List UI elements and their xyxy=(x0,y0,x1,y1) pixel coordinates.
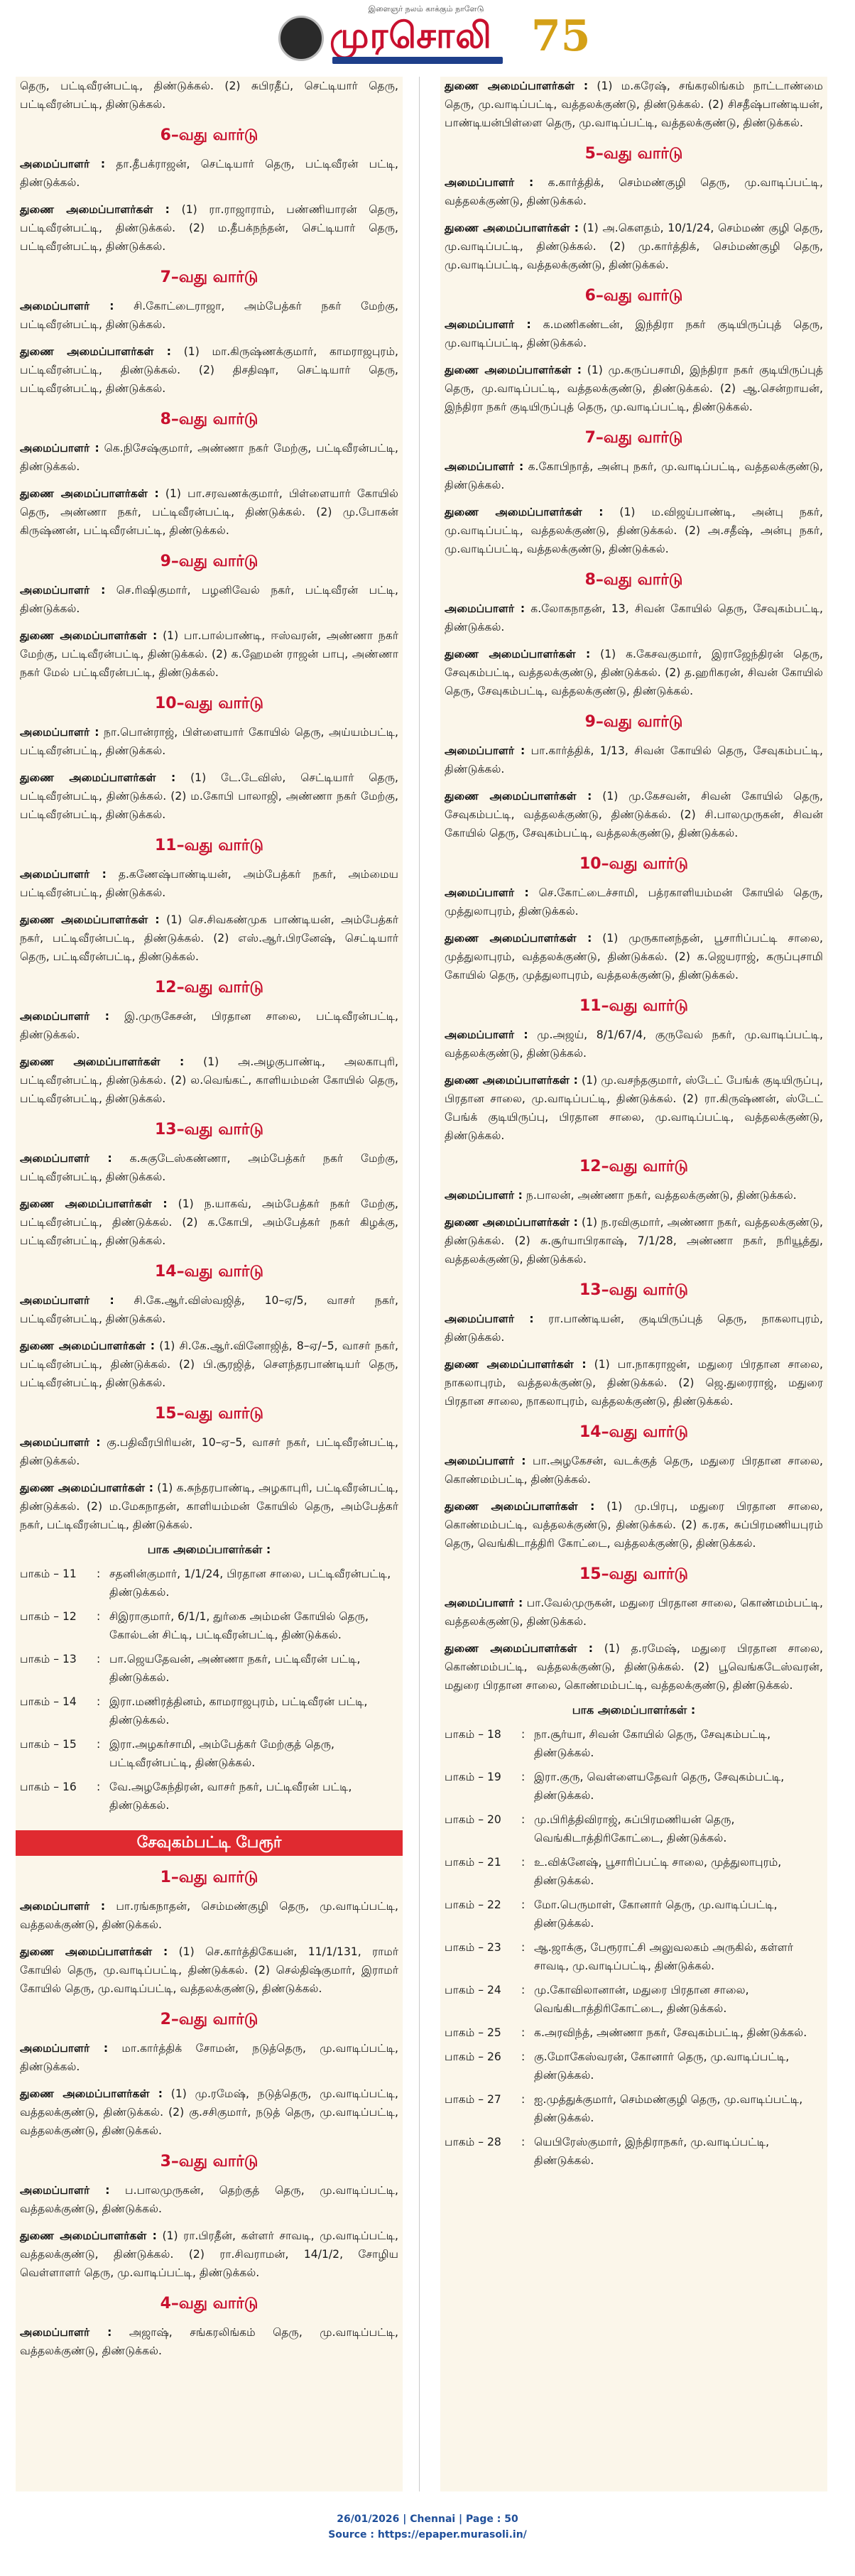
booth-text: சதனின்குமார், 1/1/24, பிரதான சாலை, பட்டிவீரன்பட்டி, திண்டுக்கல். xyxy=(109,1567,391,1599)
deputies-text: (1) செ.கார்த்திகேயன், 11/1/131, ராமர் கோயில் தெரு, மு.வாடிப்பட்டி, திண்டுக்கல். (2) செல்திஷ்குமார், இராமர் கோயில் தெரு, மு.வாடிப்பட்டி, வத்தலக்குண்டு, திண்டுக்கல். xyxy=(20,1945,398,1995)
organizer-entry xyxy=(445,1452,823,1489)
organizer-text: செ.ரிஷிகுமார், பழனிவேல் நகர், பட்டிவீரன் பட்டி, திண்டுக்கல். xyxy=(20,584,398,615)
deputies-text: (1) த.ரமேஷ், மதுரை பிரதான சாலை, கொண்மம்பட்டி, வத்தலக்குண்டு, திண்டுக்கல். (2) பூவெங்கடேஸ்வரன், மதுரை பிரதான சாலை, கொண்மம்பட்டி, வத்தலக்குண்டு, திண்டுக்கல். xyxy=(445,1642,824,1692)
deputies-label: துணை அமைப்பாளர்கள் : xyxy=(20,1482,154,1494)
deputies-label: துணை அமைப்பாளர்கள் : xyxy=(20,1339,156,1352)
booth-text: மு.கோவிலானான், மதுரை பிரதான சாலை, வெங்கிடாத்திரிகோட்டை, திண்டுக்கல். xyxy=(534,1984,749,2015)
booth-text: சிஇராகுமார், 6/1/1, துர்கை அம்மன் கோயில் தெரு, கோல்டன் சிட்டி, பட்டிவீரன்பட்டி, திண்டுக்கல். xyxy=(109,1610,369,1641)
booth-separator: : xyxy=(521,1984,525,1996)
deputies-text: (1) பா.சரவணக்குமார், பிள்ளையார் கோயில் தெரு, அண்ணா நகர், பட்டிவீரன்பட்டி, திண்டுக்கல். (2) மு.போகன் கிருஷ்ணன், பட்டிவீரன்பட்டி, திண்டுக்கல். xyxy=(20,487,398,537)
organizer-label: அமைப்பாளர் : xyxy=(445,1189,523,1202)
deputies-label: துணை அமைப்பாளர்கள் : xyxy=(20,2229,157,2242)
booth-separator: : xyxy=(521,1898,525,1911)
organizer-text: ப.பாலமுருகன், தெற்குத் தெரு, மு.வாடிப்பட்டி, வத்தலக்குண்டு, திண்டுக்கல். xyxy=(20,2184,398,2215)
continued-text: தெரு, பட்டிவீரன்பட்டி, திண்டுக்கல். (2) சுபிரதீப், செட்டியார் தெரு, பட்டிவீரன்பட்டி, திண்டுக்கல். xyxy=(20,80,398,111)
organizer-text: ரா.பாண்டியன், குடியிருப்புத் தெரு, நாகலாபுரம், திண்டுக்கல். xyxy=(445,1313,823,1344)
booth-number: பாகம் – 15 xyxy=(20,1738,77,1751)
deputies-label: துணை அமைப்பாளர்கள் : xyxy=(445,80,589,92)
deputies-text: (1) க.கேசவகுமார், இராஜேந்திரன் தெரு, சேவுகம்பட்டி, வத்தலக்குண்டு, திண்டுக்கல். (2) த.ஹரிகரன், சிவன் கோயில் தெரு, சேவுகம்பட்டி, வத்தலக்குண்டு, திண்டுக்கல். xyxy=(445,648,823,697)
booth-separator: : xyxy=(97,1653,101,1665)
booth-separator: : xyxy=(97,1610,101,1623)
logo-underline xyxy=(332,57,503,64)
organizer-text: க.கார்த்திக், செம்மண்குழி தெரு, மு.வாடிப்பட்டி, வத்தலக்குண்டு, திண்டுக்கல். xyxy=(445,176,823,207)
organizer-text: மு.அஜய், 8/1/67/4, குருவேல் நகர், மு.வாடிப்பட்டி, வத்தலக்குண்டு, திண்டுக்கல். xyxy=(445,1028,823,1060)
deputies-entry xyxy=(445,1355,823,1411)
booth-number: பாகம் – 27 xyxy=(445,2093,501,2106)
deputies-text: (1) பா.பால்பாண்டி, ஈஸ்வரன், அண்ணா நகர் மேற்கு, பட்டிவீரன்பட்டி, திண்டுக்கல். (2) க.ஹேமன் ராஜன் பாபு, அண்ணா நகர் மேல் பட்டிவீரன்பட்டி, திண்டுக்கல். xyxy=(20,629,399,679)
organizer-entry xyxy=(445,1186,823,1205)
deputies-label: துணை அமைப்பாளர்கள் : xyxy=(445,364,582,376)
ward-title: 7–வது வார்டு xyxy=(160,268,258,286)
deputies-entry xyxy=(445,645,823,700)
organizer-entry xyxy=(445,173,823,210)
deputies-label: துணை அமைப்பாளர்கள் : xyxy=(445,1642,594,1655)
deputies-label: துணை அமைப்பாளர்கள் : xyxy=(20,913,160,926)
organizer-label: அமைப்பாளர் : xyxy=(20,158,106,170)
ward-title: 15–வது வார்டு xyxy=(579,1565,689,1583)
ward-title: 9–வது வார்டு xyxy=(160,553,258,570)
deputies-entry xyxy=(445,787,823,842)
ward-title: 11–வது வார்டு xyxy=(579,997,689,1015)
booth-text: இரா.குரு, வெள்ளையதேவர் தெரு, சேவுகம்பட்டி, திண்டுக்கல். xyxy=(534,1771,785,1802)
booth-text: க.அரவிந்த், அண்ணா நகர், சேவுகம்பட்டி, திண்டுக்கல். xyxy=(534,2026,807,2039)
organizer-label: அமைப்பாளர் : xyxy=(20,2184,110,2197)
booth-number: பாகம் – 28 xyxy=(445,2136,501,2148)
booth-text: நா.சூர்யா, சிவன் கோயில் தெரு, சேவுகம்பட்டி, திண்டுக்கல். xyxy=(534,1728,771,1759)
deputies-entry xyxy=(20,1337,398,1392)
booth-row xyxy=(445,2133,823,2175)
organizer-label: அமைப்பாளர் : xyxy=(20,300,114,313)
masthead xyxy=(0,0,855,71)
deputies-text: (1) ம.விஜய்பாண்டி, அன்பு நகர், மு.வாடிப்பட்டி, வத்தலக்குண்டு, திண்டுக்கல். (2) அ.சதீஷ், அன்பு நகர், மு.வாடிப்பட்டி, வத்தலக்குண்டு, திண்டுக்கல். xyxy=(445,506,823,555)
deputies-label: துணை அமைப்பாளர்கள் : xyxy=(20,2087,163,2100)
organizer-label: அமைப்பாளர் : xyxy=(445,886,529,899)
booth-number: பாகம் – 18 xyxy=(445,1728,501,1741)
organizer-entry xyxy=(445,599,823,636)
organizer-label: அமைப்பாளர் : xyxy=(445,1455,526,1467)
organizer-entry xyxy=(20,865,398,902)
booth-row xyxy=(20,1735,398,1778)
organizer-label: அமைப்பாளர் : xyxy=(20,726,99,739)
organizer-text: க.லோகநாதன், 13, சிவன் கோயில் தெரு, சேவுகம்பட்டி, திண்டுக்கல். xyxy=(445,602,823,634)
ward-title: 4–வது வார்டு xyxy=(160,2295,258,2313)
booth-text: இரா.அழகர்சாமி, அம்பேத்கர் மேற்குத் தெரு, பட்டிவீரன்பட்டி, திண்டுக்கல். xyxy=(109,1738,334,1769)
booth-number: பாகம் – 11 xyxy=(20,1567,77,1580)
deputies-text: (1) அ.கௌதம், 10/1/24, செம்மண் குழி தெரு, மு.வாடிப்பட்டி, திண்டுக்கல். (2) மு.கார்த்திக், செம்மண்குழி தெரு, மு.வாடிப்பட்டி, வத்தலக்குண்டு, திண்டுக்கல். xyxy=(445,222,823,271)
booth-number: பாகம் – 26 xyxy=(445,2050,501,2063)
booth-number: பாகம் – 25 xyxy=(445,2026,501,2039)
ward-title: 9–வது வார்டு xyxy=(584,713,683,731)
organizer-entry xyxy=(20,1433,398,1470)
booth-number: பாகம் – 24 xyxy=(445,1984,501,1996)
right-booth-table xyxy=(445,1725,823,2175)
organizer-label: அமைப்பாளர் : xyxy=(445,744,525,757)
deputies-entry xyxy=(20,1053,398,1108)
ward-title: 14–வது வார்டு xyxy=(579,1423,689,1441)
booth-row xyxy=(20,1607,398,1650)
organizer-label: அமைப்பாளர் : xyxy=(20,1294,114,1307)
booth-row xyxy=(445,2048,823,2090)
organizer-label: அமைப்பாளர் : xyxy=(445,1597,523,1609)
continued-deputies xyxy=(445,77,823,132)
organizer-text: தா.தீபக்ராஜன், செட்டியார் தெரு, பட்டிவீரன் பட்டி, திண்டுக்கல். xyxy=(20,158,398,189)
deputies-entry xyxy=(445,219,823,274)
booth-row xyxy=(445,1810,823,1853)
booth-row xyxy=(445,1981,823,2023)
ward-title: 6–வது வார்டு xyxy=(160,126,258,144)
organizer-text: பா.அழகேசன், வடக்குத் தெரு, மதுரை பிரதான சாலை, கொண்மம்பட்டி, திண்டுக்கல். xyxy=(445,1455,823,1486)
booth-text: யெபிரேஸ்குமார், இந்திராநகர், மு.வாடிப்பட்டி, திண்டுக்கல். xyxy=(534,2136,770,2167)
organizer-entry xyxy=(20,439,398,476)
booth-separator: : xyxy=(521,1941,525,1954)
organizer-label: அமைப்பாளர் : xyxy=(20,868,107,881)
deputies-text: (1) சி.கே.ஆர்.வினோஜித், 8–ஏ/–5, வாசர் நகர், பட்டிவீரன்பட்டி, திண்டுக்கல். (2) பி.சூரஜித், சௌந்தரபாண்டியர் தெரு, பட்டிவீரன்பட்டி, திண்டுக்கல். xyxy=(20,1339,399,1389)
deputies-entry xyxy=(20,2085,398,2140)
booth-separator: : xyxy=(521,1728,525,1741)
deputies-entry xyxy=(20,342,398,398)
organizer-entry xyxy=(20,1007,398,1044)
booth-text: இரா.மணிரத்தினம், காமராஜபுரம், பட்டிவீரன் பட்டி, திண்டுக்கல். xyxy=(109,1695,368,1727)
booth-row xyxy=(20,1565,398,1607)
ward-title: 8–வது வார்டு xyxy=(160,411,258,428)
organizer-label: அமைப்பாளர் : xyxy=(20,584,106,597)
booth-separator: : xyxy=(97,1738,101,1751)
logo-area xyxy=(264,11,598,68)
booth-number: பாகம் – 19 xyxy=(445,1771,501,1783)
organizer-text: க.கோபிநாத், அன்பு நகர், மு.வாடிப்பட்டி, வத்தலக்குண்டு, திண்டுக்கல். xyxy=(445,460,823,491)
organizer-text: செ.கோட்டைச்சாமி, பத்ரகாளியம்மன் கோயில் தெரு, முத்துலாபுரம், திண்டுக்கல். xyxy=(445,886,823,918)
booth-number: பாகம் – 22 xyxy=(445,1898,501,1911)
booth-row xyxy=(445,1768,823,1810)
deputies-entry xyxy=(20,1195,398,1250)
ward-title: 12–வது வார்டு xyxy=(579,1158,689,1175)
organizer-text: பா.ரங்கநாதன், செம்மண்குழி தெரு, மு.வாடிப்பட்டி, வத்தலக்குண்டு, திண்டுக்கல். xyxy=(20,1900,398,1931)
organizer-text: பா.வேல்முருகன், மதுரை பிரதான சாலை, கொண்மம்பட்டி, வத்தலக்குண்டு, திண்டுக்கல். xyxy=(445,1597,823,1628)
deputies-text: (1) மு.கேசவன், சிவன் கோயில் தெரு, சேவுகம்பட்டி, வத்தலக்குண்டு, திண்டுக்கல். (2) சி.பாலமுருகன், சிவன் கோயில் தெரு, சேவுகம்பட்டி, வத்தலக்குண்டு, திண்டுக்கல். xyxy=(445,790,823,839)
deputies-text: (1) மு.கருப்பசாமி, இந்திரா நகர் குடியிருப்புத் தெரு, மு.வாடிப்பட்டி, வத்தலக்குண்டு, திண்டுக்கல். (2) ஆ.சென்றாயன், இந்திரா நகர் குடியிருப்புத் தெரு, மு.வாடிப்பட்டி, திண்டுக்கல். xyxy=(445,364,824,413)
ward-title: 7–வது வார்டு xyxy=(584,429,683,447)
deputies-entry xyxy=(20,1942,398,1998)
organizer-entry xyxy=(20,1149,398,1186)
deputies-text: (1) செ.சிவகண்முக பாண்டியன், அம்பேத்கர் நகர், பட்டிவீரன்பட்டி, திண்டுக்கல். (2) எஸ்.ஆர்.பிரனேஷ், செட்டியார் தெரு, பட்டிவீரன்பட்டி, திண்டுக்கல். xyxy=(20,913,398,963)
deputies-label: துணை அமைப்பாளர்கள் : xyxy=(445,1358,587,1371)
deputies-entry xyxy=(445,1639,823,1695)
ward-title: 15–வது வார்டு xyxy=(154,1405,264,1423)
deputies-text: (1) ரா.ராஜாராம், பண்ணியாரன் தெரு, பட்டிவீரன்பட்டி, திண்டுக்கல். (2) ம.தீபக்நந்தன், செட்டியார் தெரு, பட்டிவீரன்பட்டி, திண்டுக்கல். xyxy=(20,203,398,253)
party-emblem-icon xyxy=(278,16,324,61)
booth-row xyxy=(445,2023,823,2048)
organizer-label: அமைப்பாளர் : xyxy=(445,460,524,473)
booth-row xyxy=(20,1692,398,1735)
deputies-entry xyxy=(445,929,823,984)
organizer-text: க.சுகுடேஸ்கண்ணா, அம்பேத்கர் நகர் மேற்கு, பட்டிவீரன்பட்டி, திண்டுக்கல். xyxy=(20,1152,398,1183)
booth-text: ஆ.ஜாக்கு, பேரூராட்சி அலுவலகம் அருகில், கள்ளர் சாவடி, மு.வாடிப்பட்டி, திண்டுக்கல். xyxy=(534,1941,793,1972)
organizer-text: கெ.நிசேஷ்குமார், அண்ணா நகர் மேற்கு, பட்டிவீரன்பட்டி, திண்டுக்கல். xyxy=(20,442,399,473)
organizer-entry xyxy=(445,1310,823,1347)
booth-text: பா.ஜெயதேவன், அண்ணா நகர், பட்டிவீரன் பட்டி, திண்டுக்கல். xyxy=(109,1653,361,1684)
ward-title: 11–வது வார்டு xyxy=(154,837,264,854)
booth-text: மோ.பெருமாள், கோனார் தெரு, மு.வாடிப்பட்டி, திண்டுக்கல். xyxy=(534,1898,778,1930)
deputies-text: (1) மு.வசந்தகுமார், ஸ்டேட் பேங்க் குடியிருப்பு, பிரதான சாலை, மு.வாடிப்பட்டி, திண்டுக்கல். (2) ரா.கிருஷ்ணன், ஸ்டேட் பேங்க் குடியிருப்பு, பிரதான சாலை, மு.வாடிப்பட்டி, வத்தலக்குண்டு, திண்டுக்கல். xyxy=(445,1074,823,1142)
booth-row xyxy=(445,1938,823,1981)
left-ward-list xyxy=(16,125,403,1534)
deputies-label: துணை அமைப்பாளர்கள் : xyxy=(20,771,176,784)
footer-source-line: Source : https://epaper.murasoli.in/ xyxy=(328,2529,527,2540)
ward-title: 13–வது வார்டு xyxy=(579,1281,689,1299)
organizer-entry xyxy=(20,723,398,760)
organizer-label: அமைப்பாளர் : xyxy=(445,602,525,615)
ward-title: 2–வது வார்டு xyxy=(160,2011,258,2028)
organizer-label: அமைப்பாளர் : xyxy=(20,2042,109,2055)
booth-separator: : xyxy=(521,1771,525,1783)
organizer-text: நா.பொன்ராஜ், பிள்ளையார் கோயில் தெரு, அய்யம்பட்டி, பட்டிவீரன்பட்டி, திண்டுக்கல். xyxy=(20,726,398,757)
organizer-label: அமைப்பாளர் : xyxy=(20,1010,109,1023)
organizer-label: அமைப்பாளர் : xyxy=(20,1436,101,1449)
organizer-entry xyxy=(20,155,398,192)
deputies-label: துணை அமைப்பாளர்கள் : xyxy=(20,345,171,358)
deputies-label: துணை அமைப்பாளர்கள் : xyxy=(20,1197,168,1210)
anniversary-badge: 75 xyxy=(531,11,591,61)
organizer-text: மா.கார்த்திக் சோமன், நடுத்தெரு, மு.வாடிப்பட்டி, திண்டுக்கல். xyxy=(20,2042,398,2073)
deputies-entry xyxy=(20,1479,398,1534)
booth-number: பாகம் – 16 xyxy=(20,1781,77,1793)
deputies-entry xyxy=(445,503,823,558)
booth-text: கு.மோகேஸ்வரன், கோனார் தெரு, மு.வாடிப்பட்டி, திண்டுக்கல். xyxy=(534,2050,790,2082)
deputies-text: (1) ம.கரேஷ், சங்கரலிங்கம் நாட்டாண்மை தெரு, மு.வாடிப்பட்டி, வத்தலக்குண்டு, திண்டுக்கல். (2) சிசதீஷ்பாண்டியன், பாண்டியன்பிள்ளை தெரு, மு.வாடிப்பட்டி, வத்தலக்குண்டு, திண்டுக்கல். xyxy=(445,80,823,129)
ward-title: 13–வது வார்டு xyxy=(154,1121,264,1138)
ward-title: 10–வது வார்டு xyxy=(579,855,689,873)
deputies-label: துணை அமைப்பாளர்கள் : xyxy=(445,932,592,945)
organizer-entry xyxy=(20,297,398,334)
deputies-entry xyxy=(20,911,398,966)
organizer-text: அஜாஷ், சங்கரலிங்கம் தெரு, மு.வாடிப்பட்டி, வத்தலக்குண்டு, திண்டுக்கல். xyxy=(20,2326,399,2357)
booth-separator: : xyxy=(521,2026,525,2039)
booth-text: மு.பிரித்திவிராஜ், சுப்பிரமணியன் தெரு, வெங்கிடாத்திரிகோட்டை, திண்டுக்கல். xyxy=(534,1813,735,1844)
deputies-text: (1) க.சுந்தரபாண்டி, அழகாபுரி, பட்டிவீரன்பட்டி, திண்டுக்கல். (2) ம.மேகநாதன், காளியம்மன் கோயில் தெரு, அம்பேத்கர் நகர், பட்டிவீரன்பட்டி, திண்டுக்கல். xyxy=(20,1482,398,1531)
organizer-text: க.மணிகண்டன், இந்திரா நகர் குடியிருப்புத் தெரு, மு.வாடிப்பட்டி, திண்டுக்கல். xyxy=(445,318,823,349)
left-column xyxy=(16,77,403,2491)
deputies-entry xyxy=(445,1497,823,1553)
organizer-label: அமைப்பாளர் : xyxy=(20,1900,106,1913)
booth-number: பாகம் – 14 xyxy=(20,1695,77,1708)
booth-separator: : xyxy=(521,2093,525,2106)
right-column xyxy=(440,77,827,2491)
deputies-entry xyxy=(20,200,398,256)
deputies-entry xyxy=(20,484,398,540)
booth-number: பாகம் – 23 xyxy=(445,1941,501,1954)
organizer-label: அமைப்பாளர் : xyxy=(445,176,534,189)
organizer-label: அமைப்பாளர் : xyxy=(20,442,99,455)
organizer-text: சி.கோட்டைராஜா, அம்பேத்கர் நகர் மேற்கு, பட்டிவீரன்பட்டி, திண்டுக்கல். xyxy=(20,300,398,331)
organizer-entry xyxy=(445,1594,823,1631)
deputies-text: (1) மா.கிருஷ்ணக்குமார், காமராஜபுரம், பட்டிவீரன்பட்டி, திண்டுக்கல். (2) திசதிஷா, செட்டியார் தெரு, பட்டிவீரன்பட்டி, திண்டுக்கல். xyxy=(20,345,398,395)
deputies-label: துணை அமைப்பாளர்கள் : xyxy=(20,1055,185,1068)
deputies-label: துணை அமைப்பாளர்கள் : xyxy=(445,1074,578,1087)
deputies-label: துணை அமைப்பாளர்கள் : xyxy=(445,1216,578,1229)
page-footer xyxy=(0,2511,855,2543)
deputies-entry xyxy=(20,2227,398,2282)
ward-title: 6–வது வார்டு xyxy=(584,287,683,305)
deputies-label: துணை அமைப்பாளர்கள் : xyxy=(445,222,579,234)
booth-text: ஐ.முத்துக்குமார், செம்மண்குழி தெரு, மு.வாடிப்பட்டி, திண்டுக்கல். xyxy=(534,2093,803,2124)
deputies-label: துணை அமைப்பாளர்கள் : xyxy=(20,203,170,216)
deputies-text: (1) ந.யாகவ், அம்பேத்கர் நகர் மேற்கு, பட்டிவீரன்பட்டி, திண்டுக்கல். (2) க.கோபி, அம்பேத்கர் நகர் கிழக்கு, பட்டிவீரன்பட்டி, திண்டுக்கல். xyxy=(20,1197,398,1247)
booth-row xyxy=(445,1896,823,1938)
organizer-label: அமைப்பாளர் : xyxy=(445,318,531,331)
booth-number: பாகம் – 13 xyxy=(20,1653,77,1665)
deputies-text: (1) மு.ரமேஷ், நடுத்தெரு, மு.வாடிப்பட்டி, வத்தலக்குண்டு, திண்டுக்கல். (2) கு.சசிகுமார், நடுத் தெரு, மு.வாடிப்பட்டி, வத்தலக்குண்டு, திண்டுக்கல். xyxy=(20,2087,398,2137)
deputies-entry xyxy=(445,1071,823,1145)
deputies-entry xyxy=(20,626,398,682)
organizer-text: சி.கே.ஆர்.விஸ்வஜித், 10–ஏ/5, வாசர் நகர், பட்டிவீரன்பட்டி, திண்டுக்கல். xyxy=(20,1294,398,1325)
organizer-label: அமைப்பாளர் : xyxy=(20,2326,112,2339)
booth-separator: : xyxy=(97,1781,101,1793)
deputies-text: (1) ந.ரவிகுமார், அண்ணா நகர், வத்தலக்குண்டு, திண்டுக்கல். (2) சு.சூர்யாபிரகாஷ், 7/1/28, அண்ணா நகர், நரியூத்து, வத்தலக்குண்டு, திண்டுக்கல். xyxy=(445,1216,823,1266)
organizer-entry xyxy=(445,884,823,920)
deputies-text: (1) முருகானந்தன், பூசாரிப்பட்டி சாலை, முத்துலாபுரம், வத்தலக்குண்டு, திண்டுக்கல். (2) க.ஜெயராஜ், கருப்புசாமி கோயில் தெரு, முத்துலாபுரம், வத்தலக்குண்டு, திண்டுக்கல். xyxy=(445,932,823,982)
booth-separator: : xyxy=(97,1695,101,1708)
deputies-label: துணை அமைப்பாளர்கள் : xyxy=(20,487,159,500)
booth-text: உ.விக்னேஷ், பூசாரிப்பட்டி சாலை, முத்துலாபுரம், திண்டுக்கல். xyxy=(534,1856,782,1887)
column-divider xyxy=(419,77,420,2491)
deputies-label: துணை அமைப்பாளர்கள் : xyxy=(20,629,158,642)
ward-title: 1–வது வார்டு xyxy=(160,1869,258,1886)
booth-text: வே.அழகேந்திரன், வாசர் நகர், பட்டிவீரன் பட்டி, திண்டுக்கல். xyxy=(109,1781,352,1812)
booth-row xyxy=(20,1650,398,1692)
ward-title: 5–வது வார்டு xyxy=(584,145,683,163)
organizer-label: அமைப்பாளர் : xyxy=(20,1152,112,1165)
deputies-label: துணை அமைப்பாளர்கள் : xyxy=(445,1500,595,1513)
organizer-text: த.கணேஷ்பாண்டியன், அம்பேத்கர் நகர், அம்மைய பட்டிவீரன்பட்டி, திண்டுக்கல். xyxy=(20,868,399,899)
booth-row xyxy=(445,2090,823,2133)
ward-title: 14–வது வார்டு xyxy=(154,1263,264,1281)
organizer-label: அமைப்பாளர் : xyxy=(445,1313,534,1325)
organizer-entry xyxy=(20,581,398,618)
deputies-text: (1) மு.பிரபு, மதுரை பிரதான சாலை, கொண்மம்பட்டி, வத்தலக்குண்டு, திண்டுக்கல். (2) க.ரக, சுப்பிரமணியபுரம் தெரு, வெங்கிடாத்திரி கோட்டை, வத்தலக்குண்டு, திண்டுக்கல். xyxy=(445,1500,823,1550)
organizer-text: கு.பதிவீரபிரியன், 10–ஏ–5, வாசர் நகர், பட்டிவீரன்பட்டி, திண்டுக்கல். xyxy=(20,1436,398,1467)
left-booth-table xyxy=(20,1565,398,1820)
booth-number: பாகம் – 12 xyxy=(20,1610,77,1623)
deputies-entry xyxy=(20,768,398,824)
organizer-entry xyxy=(445,315,823,352)
deputies-text: (1) ரா.பிரதீன், கள்ளர் சாவடி, மு.வாடிப்பட்டி, வத்தலக்குண்டு, திண்டுக்கல். (2) ரா.சிவராமன், 14/1/2, சோழிய வெள்ளாளர் தெரு, மு.வாடிப்பட்டி, திண்டுக்கல். xyxy=(20,2229,398,2279)
organizer-entry xyxy=(445,741,823,778)
organizer-entry xyxy=(20,2181,398,2218)
organizer-entry xyxy=(445,457,823,494)
section-banner: சேவுகம்பட்டி பேரூர் xyxy=(16,1830,403,1856)
organizer-text: ந.பாலன், அண்ணா நகர், வத்தலக்குண்டு, திண்டுக்கல். xyxy=(525,1189,797,1202)
booth-separator: : xyxy=(521,2050,525,2063)
organizer-entry xyxy=(445,1026,823,1063)
masthead-tagline: இளைஞர் நலம் காக்கும் நாளேடு xyxy=(368,4,484,13)
deputies-text: (1) அ.அழகுபாண்டி, அலகாபுரி, பட்டிவீரன்பட்டி, திண்டுக்கல். (2) ல.வெங்கட், காளியம்மன் கோயில் தெரு, பட்டிவீரன்பட்டி, திண்டுக்கல். xyxy=(20,1055,398,1105)
deputies-label: துணை அமைப்பாளர்கள் : xyxy=(445,506,604,518)
organizer-label: அமைப்பாளர் : xyxy=(445,1028,528,1041)
booth-separator: : xyxy=(521,1813,525,1826)
ward-title: 8–வது வார்டு xyxy=(584,571,683,589)
deputies-entry xyxy=(445,1213,823,1268)
organizer-entry xyxy=(20,1897,398,1934)
ward-title: 3–வது வார்டு xyxy=(160,2153,258,2170)
organizer-entry xyxy=(20,2039,398,2076)
organizer-text: பா.கார்த்திக், 1/13, சிவன் கோயில் தெரு, சேவுகம்பட்டி, திண்டுக்கல். xyxy=(445,744,823,776)
booth-number: பாகம் – 20 xyxy=(445,1813,501,1826)
booth-number: பாகம் – 21 xyxy=(445,1856,501,1869)
booth-heading: பாக அமைப்பாளர்கள் : xyxy=(147,1543,271,1556)
deputies-entry xyxy=(445,361,823,416)
booth-separator: : xyxy=(521,1856,525,1869)
booth-heading: பாக அமைப்பாளர்கள் : xyxy=(572,1703,696,1717)
booth-separator: : xyxy=(97,1567,101,1580)
deputies-label: துணை அமைப்பாளர்கள் : xyxy=(445,790,592,803)
organizer-text: இ.முருகேசன், பிரதான சாலை, பட்டிவீரன்பட்டி, திண்டுக்கல். xyxy=(20,1010,398,1041)
deputies-label: துணை அமைப்பாளர்கள் : xyxy=(20,1945,168,1958)
booth-row xyxy=(445,1853,823,1896)
newspaper-logo: முரசொலி xyxy=(330,14,492,56)
organizer-entry xyxy=(20,1291,398,1328)
footer-date-line: 26/01/2026 | Chennai | Page : 50 xyxy=(337,2513,518,2525)
ward-title: 12–வது வார்டு xyxy=(154,979,264,996)
deputies-label: துணை அமைப்பாளர்கள் : xyxy=(445,648,591,661)
booth-row xyxy=(445,1725,823,1768)
organizer-entry xyxy=(20,2323,398,2360)
right-ward-list xyxy=(440,143,827,1695)
deputies-text: (1) டே.டேவிஸ், செட்டியார் தெரு, பட்டிவீரன்பட்டி, திண்டுக்கல். (2) ம.கோபி பாலாஜி, அண்ணா நகர் மேற்கு, பட்டிவீரன்பட்டி, திண்டுக்கல். xyxy=(20,771,399,821)
ward-title: 10–வது வார்டு xyxy=(154,695,264,712)
booth-separator: : xyxy=(521,2136,525,2148)
deputies-text: (1) பா.நாகராஜன், மதுரை பிரதான சாலை, நாகலாபுரம், வத்தலக்குண்டு, திண்டுக்கல். (2) ஜெ.துரைராஜ், மதுரை பிரதான சாலை, நாகலாபுரம், வத்தலக்குண்டு, திண்டுக்கல். xyxy=(445,1358,823,1408)
booth-row xyxy=(20,1778,398,1820)
section-ward-list xyxy=(16,1867,403,2360)
